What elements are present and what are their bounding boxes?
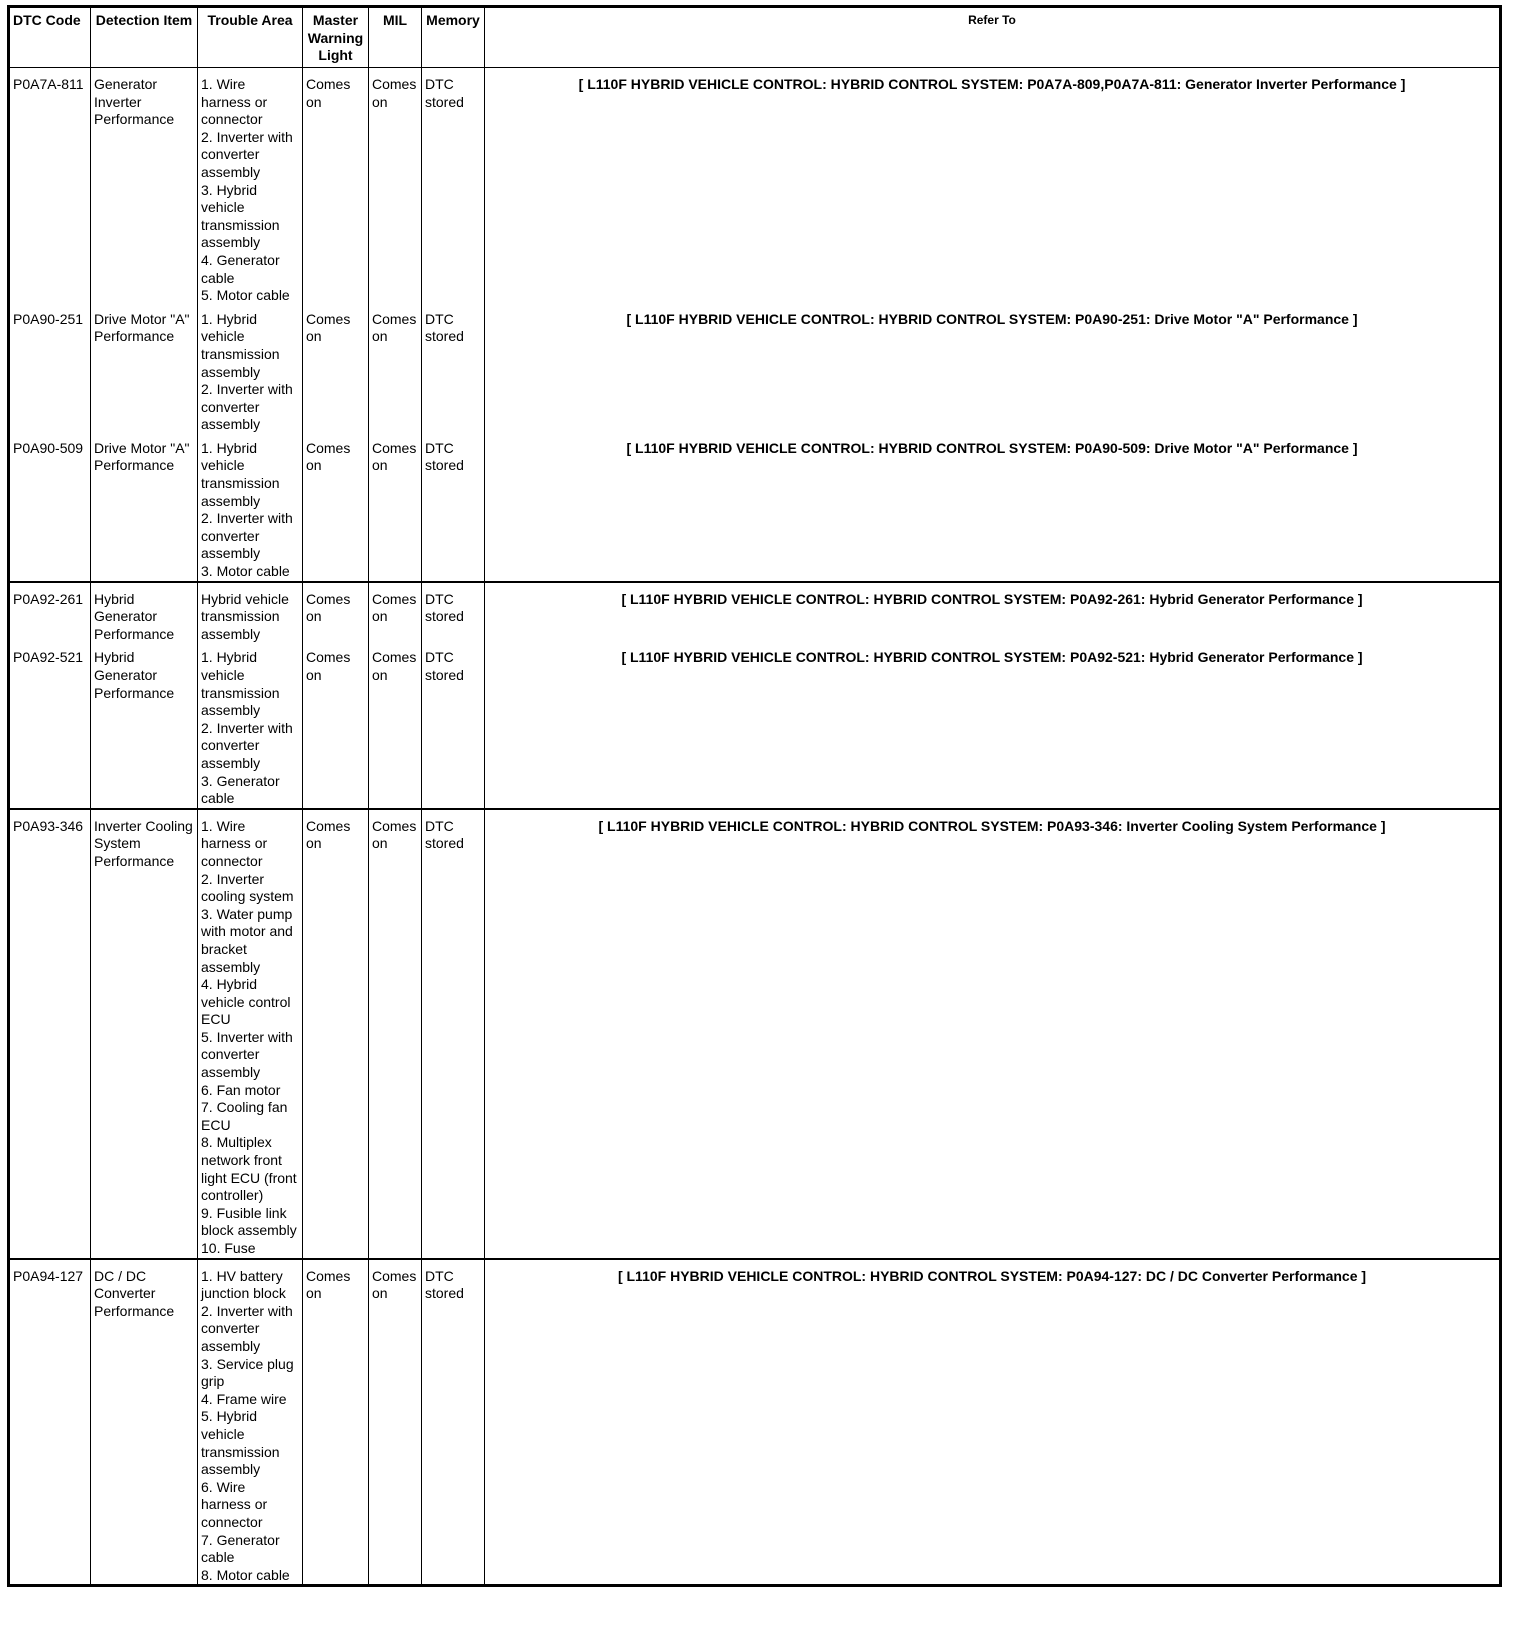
trouble-area-line: 7. Cooling fan ECU [201, 1099, 288, 1133]
dtc-table-wrapper [7, 5, 1502, 1628]
trouble-area-cell [198, 68, 303, 305]
refer-to-link[interactable]: [ L110F HYBRID VEHICLE CONTROL: HYBRID CONTROL SYSTEM: P0A94-127: DC / DC Converter Performance ] [485, 1259, 1501, 1586]
trouble-area-line: 5. Inverter with converter assembly [201, 1028, 293, 1081]
memory-cell: DTC stored [422, 582, 485, 644]
trouble-area-line: 3. Hybrid vehicle transmission assembly [201, 181, 280, 251]
detection-item-cell: Drive Motor "A" Performance [91, 434, 198, 582]
trouble-area-line: 8. Motor cable [201, 1566, 290, 1583]
dtc-code-cell: P0A7A-811 [9, 68, 91, 305]
trouble-area-line: 3. Motor cable [201, 563, 290, 580]
dtc-code-cell: P0A90-251 [9, 305, 91, 434]
table-row [9, 582, 1501, 644]
trouble-area-cell [198, 1259, 303, 1586]
table-row [9, 434, 1501, 582]
row-group-inverter-cooling [9, 809, 1501, 1259]
table-row [9, 809, 1501, 1259]
master-warning-light-cell: Comes on [303, 434, 369, 582]
header-refer-to: Refer To [485, 7, 1501, 68]
dtc-code-cell: P0A90-509 [9, 434, 91, 582]
master-warning-light-cell: Comes on [303, 643, 369, 808]
detection-item-cell: Generator Inverter Performance [91, 68, 198, 305]
header-mil: MIL [369, 7, 422, 68]
mil-cell: Comes on [369, 809, 422, 1259]
master-warning-light-cell: Comes on [303, 305, 369, 434]
row-group-dc-dc-converter [9, 1259, 1501, 1586]
trouble-area-line: 2. Inverter with converter assembly [201, 128, 293, 180]
mil-cell: Comes on [369, 305, 422, 434]
refer-to-link[interactable]: [ L110F HYBRID VEHICLE CONTROL: HYBRID CONTROL SYSTEM: P0A92-261: Hybrid Generator Performance ] [485, 582, 1501, 644]
trouble-area-line: 2. Inverter with converter assembly [201, 719, 293, 771]
detection-item-cell: Hybrid Generator Performance [91, 643, 198, 808]
header-trouble-area: Trouble Area [198, 7, 303, 68]
trouble-area-line: 1. Hybrid vehicle transmission assembly [201, 310, 280, 380]
header-memory: Memory [422, 7, 485, 68]
master-warning-light-cell: Comes on [303, 68, 369, 305]
dtc-table [7, 5, 1502, 1587]
trouble-area-line: 2. Inverter with converter assembly [201, 1302, 293, 1354]
trouble-area-line: 5. Hybrid vehicle transmission assembly [201, 1408, 280, 1478]
trouble-area-line: 7. Generator cable [201, 1531, 280, 1566]
header-detection-item: Detection Item [91, 7, 198, 68]
trouble-area-line: 3. Water pump with motor and bracket assembly [201, 905, 293, 975]
detection-item-cell: Hybrid Generator Performance [91, 582, 198, 644]
memory-cell: DTC stored [422, 305, 485, 434]
memory-cell: DTC stored [422, 809, 485, 1259]
refer-to-link[interactable]: [ L110F HYBRID VEHICLE CONTROL: HYBRID CONTROL SYSTEM: P0A7A-809,P0A7A-811: Generator Inverter Performance ] [485, 68, 1501, 305]
master-warning-light-cell: Comes on [303, 809, 369, 1259]
refer-to-link[interactable]: [ L110F HYBRID VEHICLE CONTROL: HYBRID CONTROL SYSTEM: P0A90-509: Drive Motor "A" Performance ] [485, 434, 1501, 582]
mil-cell: Comes on [369, 582, 422, 644]
trouble-area-line: 4. Hybrid vehicle control ECU [201, 976, 291, 1028]
mil-cell: Comes on [369, 1259, 422, 1586]
trouble-area-line: 9. Fusible link block assembly [201, 1204, 297, 1239]
table-header-row [9, 7, 1501, 68]
trouble-area-cell [198, 582, 303, 644]
trouble-area-line: 4. Frame wire [201, 1390, 287, 1407]
mil-cell: Comes on [369, 68, 422, 305]
trouble-area-line: 2. Inverter cooling system [201, 870, 294, 905]
dtc-code-cell: P0A94-127 [9, 1259, 91, 1586]
header-dtc-code: DTC Code [9, 7, 91, 68]
trouble-area-line: 1. Wire harness or connector [201, 76, 268, 128]
dtc-code-cell: P0A92-261 [9, 582, 91, 644]
master-warning-light-cell: Comes on [303, 582, 369, 644]
mil-cell: Comes on [369, 434, 422, 582]
trouble-area-cell [198, 305, 303, 434]
refer-to-link[interactable]: [ L110F HYBRID VEHICLE CONTROL: HYBRID CONTROL SYSTEM: P0A92-521: Hybrid Generator Performance ] [485, 643, 1501, 808]
trouble-area-line: 2. Inverter with converter assembly [201, 510, 293, 562]
trouble-area-line: 3. Generator cable [201, 772, 280, 807]
trouble-area-line: Hybrid vehicle transmission assembly [201, 590, 289, 642]
trouble-area-line: 4. Generator cable [201, 251, 280, 286]
trouble-area-line: 1. Hybrid vehicle transmission assembly [201, 439, 280, 509]
master-warning-light-cell: Comes on [303, 1259, 369, 1586]
trouble-area-line: 5. Motor cable [201, 287, 290, 304]
trouble-area-line: 8. Multiplex network front light ECU (front controller) [201, 1134, 297, 1204]
trouble-area-line: 6. Wire harness or connector [201, 1478, 268, 1530]
detection-item-cell: Inverter Cooling System Performance [91, 809, 198, 1259]
trouble-area-line: 2. Inverter with converter assembly [201, 381, 293, 433]
refer-to-link[interactable]: [ L110F HYBRID VEHICLE CONTROL: HYBRID CONTROL SYSTEM: P0A90-251: Drive Motor "A" Performance ] [485, 305, 1501, 434]
dtc-code-cell: P0A92-521 [9, 643, 91, 808]
trouble-area-line: 1. HV battery junction block [201, 1267, 286, 1302]
trouble-area-line: 1. Hybrid vehicle transmission assembly [201, 649, 280, 719]
trouble-area-line: 3. Service plug grip [201, 1355, 294, 1390]
trouble-area-line: 1. Wire harness or connector [201, 817, 268, 869]
trouble-area-line: 10. Fuse [201, 1240, 256, 1256]
mil-cell: Comes on [369, 643, 422, 808]
detection-item-cell: DC / DC Converter Performance [91, 1259, 198, 1586]
dtc-code-cell: P0A93-346 [9, 809, 91, 1259]
trouble-area-cell [198, 434, 303, 582]
header-master-warning-light: Master Warning Light [303, 7, 369, 68]
row-group-generator-drive-motor [9, 68, 1501, 582]
row-group-hybrid-generator [9, 582, 1501, 809]
memory-cell: DTC stored [422, 1259, 485, 1586]
table-row [9, 1259, 1501, 1586]
detection-item-cell: Drive Motor "A" Performance [91, 305, 198, 434]
memory-cell: DTC stored [422, 68, 485, 305]
trouble-area-cell [198, 809, 303, 1259]
trouble-area-line: 6. Fan motor [201, 1081, 281, 1098]
memory-cell: DTC stored [422, 434, 485, 582]
table-row [9, 643, 1501, 808]
table-row [9, 68, 1501, 305]
refer-to-link[interactable]: [ L110F HYBRID VEHICLE CONTROL: HYBRID CONTROL SYSTEM: P0A93-346: Inverter Cooling System Performance ] [485, 809, 1501, 1259]
table-row [9, 305, 1501, 434]
memory-cell: DTC stored [422, 643, 485, 808]
trouble-area-cell [198, 643, 303, 808]
